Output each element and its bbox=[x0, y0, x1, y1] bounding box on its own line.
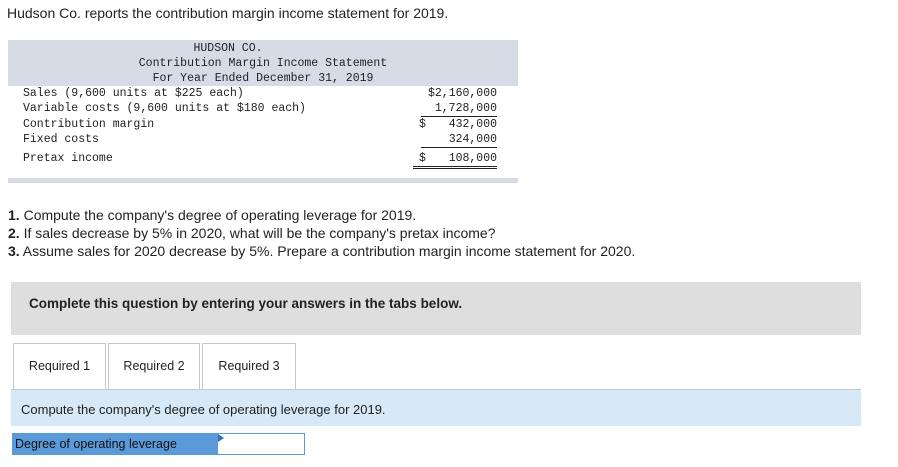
row-label-fixed-costs: Fixed costs bbox=[23, 133, 99, 146]
statement-period: For Year Ended December 31, 2019 bbox=[152, 72, 374, 85]
answer-label: Degree of operating leverage bbox=[12, 433, 217, 455]
row-dollar-contribution-margin: $ bbox=[419, 118, 426, 131]
input-flag-icon bbox=[218, 434, 224, 442]
income-statement bbox=[8, 40, 518, 183]
row-label-variable-costs: Variable costs (9,600 units at $180 each) bbox=[23, 102, 306, 115]
question-1-text: Compute the company's degree of operating leverage for 2019. bbox=[19, 207, 417, 223]
row-label-contribution-margin: Contribution margin bbox=[23, 118, 155, 131]
question-1 bbox=[8, 206, 635, 224]
question-1-number: 1. bbox=[8, 207, 20, 223]
row-label-pretax-income: Pretax income bbox=[23, 152, 113, 165]
row-amount-contribution-margin: 432,000 bbox=[448, 118, 497, 131]
tab-required-3[interactable]: Required 3 bbox=[202, 343, 296, 390]
question-3-number: 3. bbox=[8, 243, 20, 259]
statement-body bbox=[8, 86, 518, 178]
row-label-sales: Sales (9,600 units at $225 each) bbox=[23, 87, 244, 100]
question-2-text: If sales decrease by 5% in 2020, what will be the company's pretax income? bbox=[19, 225, 496, 241]
row-amount-sales: $2,160,000 bbox=[427, 87, 497, 100]
statement-footer-bar bbox=[8, 178, 518, 183]
question-2-number: 2. bbox=[8, 225, 20, 241]
row-amount-variable-costs: 1,728,000 bbox=[421, 101, 497, 117]
row-dollar-pretax-income: $ bbox=[419, 152, 426, 165]
tab-required-1[interactable]: Required 1 bbox=[13, 343, 106, 391]
question-3 bbox=[8, 242, 635, 260]
statement-title: Contribution Margin Income Statement bbox=[138, 57, 388, 70]
row-amount-pretax-income: 108,000 bbox=[413, 151, 497, 169]
intro-text: Hudson Co. reports the contribution margin income statement for 2019. bbox=[7, 5, 449, 21]
tab-required-2[interactable]: Required 2 bbox=[108, 343, 200, 390]
question-list bbox=[8, 206, 635, 260]
instruction-banner: Complete this question by entering your answers in the tabs below. bbox=[11, 282, 861, 335]
tab-prompt: Compute the company's degree of operating leverage for 2019. bbox=[11, 390, 861, 426]
statement-header bbox=[8, 40, 518, 86]
row-amount-fixed-costs: 324,000 bbox=[421, 132, 497, 148]
statement-company: HUDSON CO. bbox=[193, 42, 263, 55]
question-2 bbox=[8, 224, 635, 242]
question-3-text: Assume sales for 2020 decrease by 5%. Prepare a contribution margin income statement for 2020. bbox=[19, 243, 636, 259]
degree-of-operating-leverage-input[interactable] bbox=[217, 433, 305, 455]
